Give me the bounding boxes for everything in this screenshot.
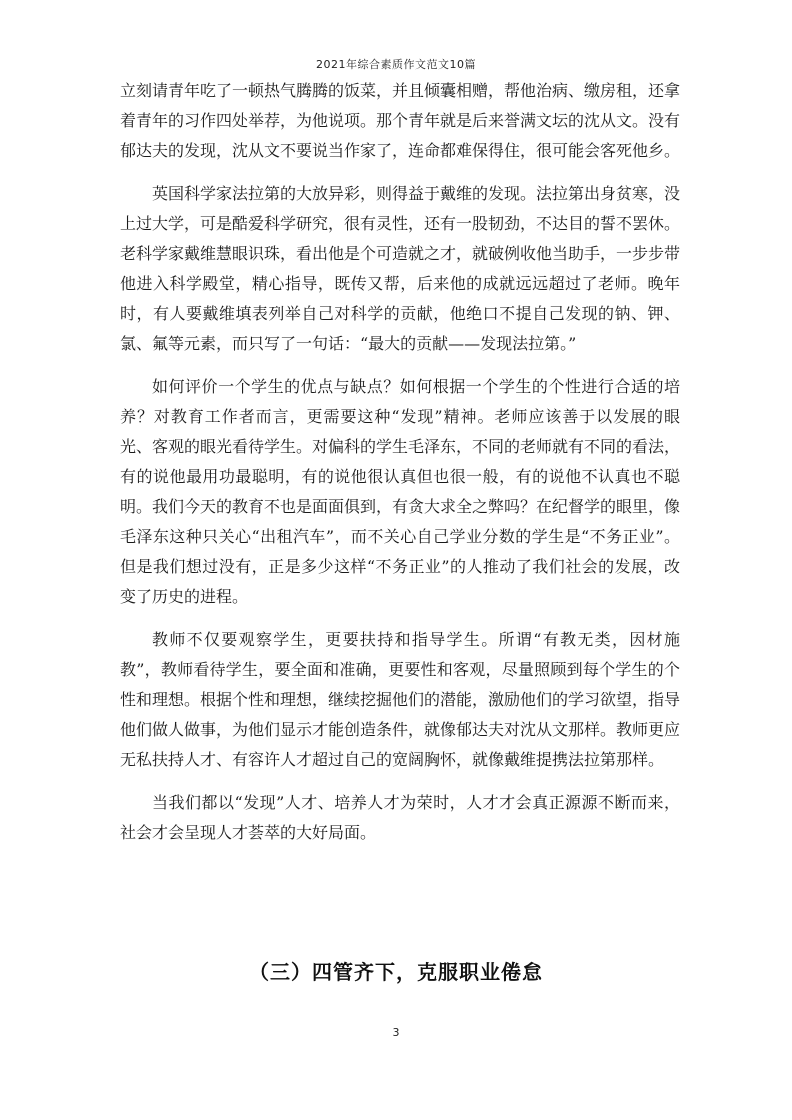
section-heading: （三）四管齐下，克服职业倦怠 <box>249 960 543 984</box>
paragraph-2: 英国科学家法拉第的大放异彩，则得益于戴维的发现。法拉第出身贫寒，没上过大学，可是酷爱科学研究，很有灵性，还有一股韧劲，不达目的誓不罢休。老科学家戴维慧眼识珠，看出他是个可造就之才，就破例收他当助手，一步步带他进入科学殿堂，精心指导，既传又帮，后来他的成就远远超过了老师。晚年时，有人要戴维填表列举自己对科学的贡献，他绝口不提自己发现的钠、钾、氯、氟等元素，而只写了一句话：“最大的贡献——发现法拉第。” <box>120 184 681 353</box>
document-body <box>120 76 680 861</box>
page-number: 3 <box>392 1026 400 1039</box>
paragraph-3: 如何评价一个学生的优点与缺点？如何根据一个学生的个性进行合适的培养？对教育工作者而言，更需要这种“发现”精神。老师应该善于以发展的眼光、客观的眼光看待学生。对偏科的学生毛泽东，不同的老师就有不同的看法，有的说他最用功最聪明，有的说他很认真但也很一般，有的说他不认真也不聪明。我们今天的教育不也是面面俱到，有贪大求全之弊吗？在纪督学的眼里，像毛泽东这种只关心“出租汽车”，而不关心自己学业分数的学生是“不务正业”。但是我们想过没有，正是多少这样“不务正业”的人推动了我们社会的发展，改变了历史的进程。 <box>120 377 681 606</box>
paragraph-4: 教师不仅要观察学生，更要扶持和指导学生。所谓“有教无类，因材施教”，教师看待学生，要全面和准确，更要性和客观，尽量照顾到每个学生的个性和理想。根据个性和理想，继续挖掘他们的潜能，激励他们的学习欲望，指导他们做人做事，为他们显示才能创造条件，就像郁达夫对沈从文那样。教师更应无私扶持人才、有容许人才超过自己的宽阔胸怀，就像戴维提携法拉第那样。 <box>120 630 681 769</box>
paragraph-1: 立刻请青年吃了一顿热气腾腾的饭菜，并且倾囊相赠，帮他治病、缴房租，还拿着青年的习作四处举荐，为他说项。那个青年就是后来誉满文坛的沈从文。没有郁达夫的发现，沈从文不要说当作家了，连命都难保得住，很可能会客死他乡。 <box>120 81 681 160</box>
paragraph-5: 当我们都以“发现”人才、培养人才为荣时，人才才会真正源源不断而来，社会才会呈现人才荟萃的大好局面。 <box>120 793 680 842</box>
running-header: 2021年综合素质作文范文10篇 <box>316 58 476 71</box>
